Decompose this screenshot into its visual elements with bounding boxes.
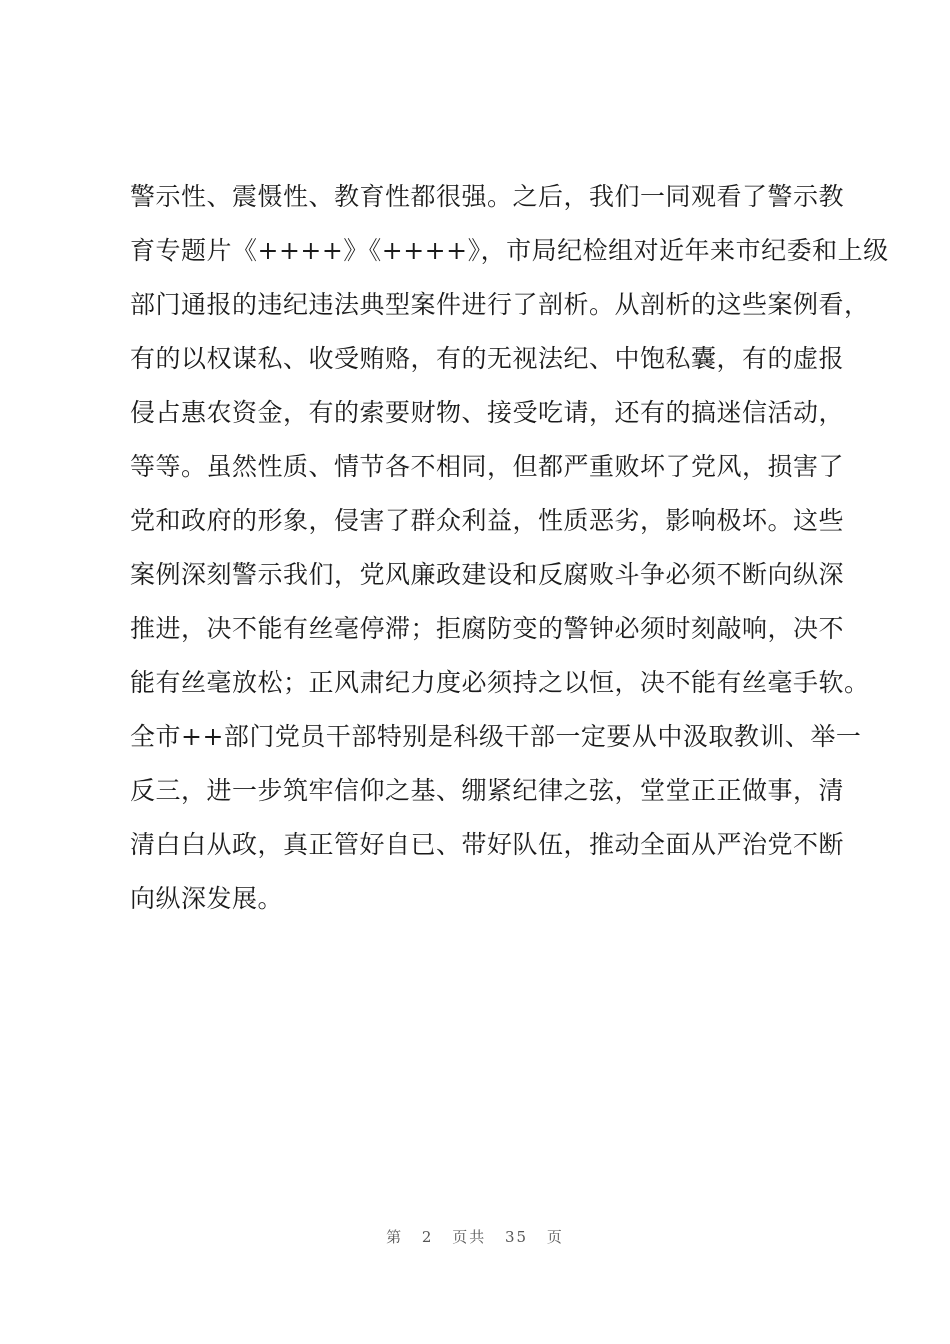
body-text bbox=[130, 170, 889, 926]
text-line: 部门通报的违纪违法典型案件进行了剖析。从剖析的这些案例看， bbox=[130, 290, 870, 319]
text-line: 党和政府的形象，侵害了群众利益，性质恶劣，影响极坏。这些 bbox=[130, 506, 845, 535]
text-line: 案例深刻警示我们，党风廉政建设和反腐败斗争必须不断向纵深 bbox=[130, 560, 845, 589]
page-middle: 页共 bbox=[452, 1228, 487, 1246]
text-line: 等等。虽然性质、情节各不相同，但都严重败坏了党风，损害了 bbox=[130, 452, 845, 481]
text-line: 警示性、震慑性、教育性都很强。之后，我们一同观看了警示教 bbox=[130, 182, 845, 211]
text-line: 反三，进一步筑牢信仰之基、绷紧纪律之弦，堂堂正正做事，清 bbox=[130, 776, 845, 805]
text-line: 推进，决不能有丝毫停滞；拒腐防变的警钟必须时刻敲响，决不 bbox=[130, 614, 845, 643]
text-line: 侵占惠农资金，有的索要财物、接受吃请，还有的搞迷信活动， bbox=[130, 398, 845, 427]
text-line: 全市++部门党员干部特别是科级干部一定要从中汲取教训、举一 bbox=[130, 722, 862, 751]
text-line: 能有丝毫放松；正风肃纪力度必须持之以恒，决不能有丝毫手软。 bbox=[130, 668, 870, 697]
page-total: 35 bbox=[505, 1228, 529, 1246]
page-prefix: 第 bbox=[386, 1228, 404, 1246]
text-line: 清白白从政，真正管好自已、带好队伍，推动全面从严治党不断 bbox=[130, 830, 845, 859]
text-line: 育专题片《++++》《++++》，市局纪检组对近年来市纪委和上级 bbox=[130, 236, 889, 265]
page-suffix: 页 bbox=[546, 1228, 564, 1246]
text-line: 有的以权谋私、收受贿赂，有的无视法纪、中饱私囊，有的虚报 bbox=[130, 344, 845, 373]
page-number: 2 bbox=[421, 1228, 434, 1246]
text-line: 向纵深发展。 bbox=[130, 884, 284, 913]
page-footer bbox=[0, 1226, 950, 1247]
